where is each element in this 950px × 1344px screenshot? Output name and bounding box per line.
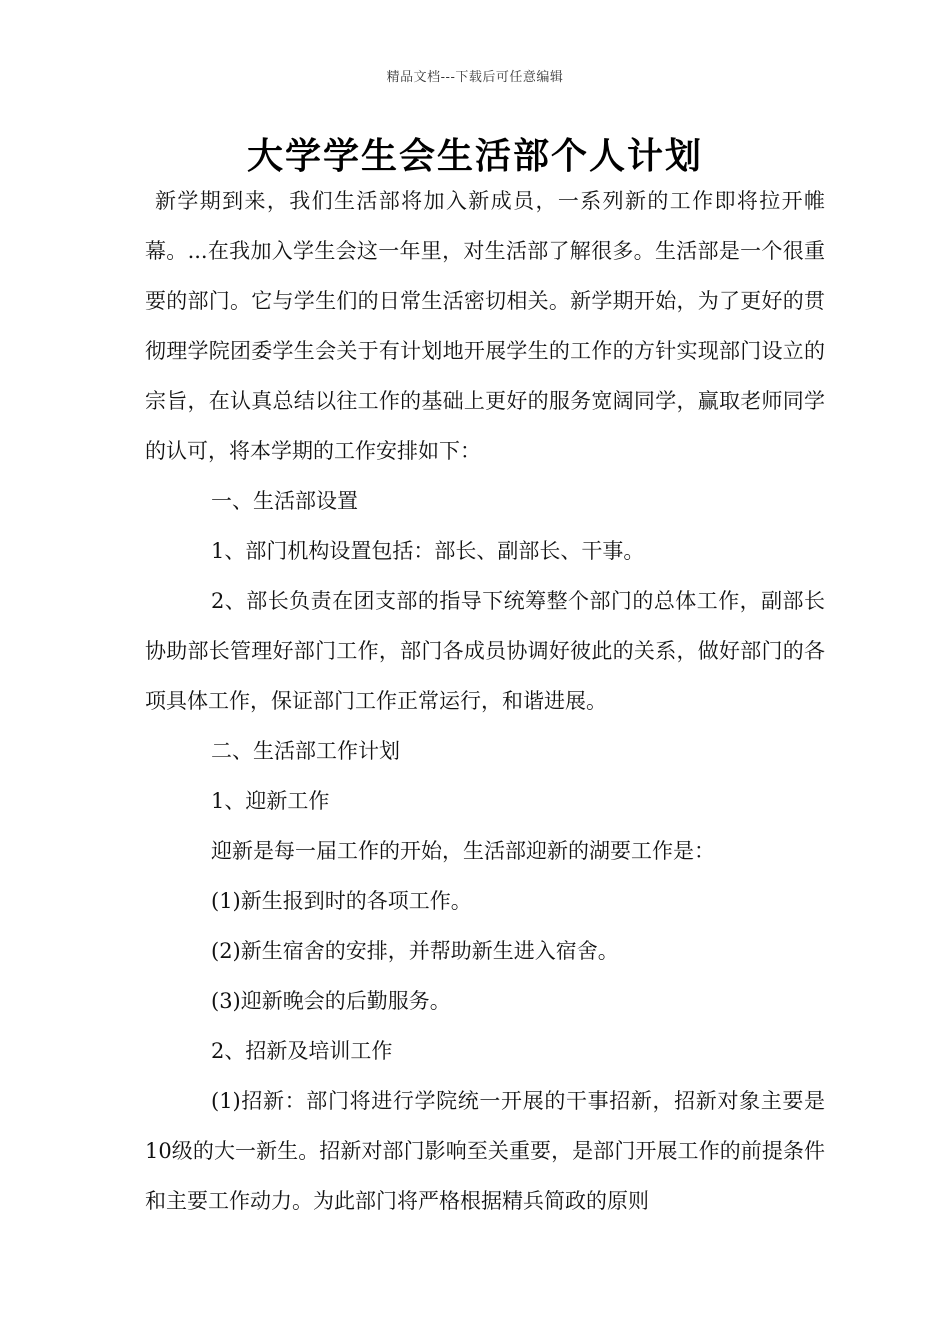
welcome-subitem-1: (1)新生报到时的各项工作。 (211, 889, 472, 913)
section-heading-plan: 二、生活部工作计划 (211, 739, 400, 763)
setup-item-1: 1、部门机构设置包括：部长、副部长、干事。 (211, 539, 645, 563)
welcome-subitem-3: (3)迎新晚会的后勤服务。 (211, 989, 451, 1013)
welcome-description: 迎新是每一届工作的开始，生活部迎新的湖要工作是： (211, 839, 715, 863)
plan-item-welcome: 1、迎新工作 (211, 789, 330, 813)
document-body (145, 176, 825, 1226)
recruitment-subitem-1: (1)招新：部门将进行学院统一开展的干事招新，招新对象主要是10级的大一新生。招新对部门影响至关重要，是部门开展工作的前提条件和主要工作动力。为此部门将严格根据精兵简政的原则 (145, 1089, 825, 1213)
section-heading-setup: 一、生活部设置 (211, 489, 358, 513)
plan-item-recruitment: 2、招新及培训工作 (211, 1039, 393, 1063)
setup-item-2: 2、部长负责在团支部的指导下统筹整个部门的总体工作，副部长协助部长管理好部门工作，部门各成员协调好彼此的关系，做好部门的各项具体工作，保证部门工作正常运行，和谐进展。 (145, 589, 825, 713)
welcome-subitem-2: (2)新生宿舍的安排，并帮助新生进入宿舍。 (211, 939, 619, 963)
intro-paragraph: 新学期到来，我们生活部将加入新成员，一系列新的工作即将拉开帷幕。...在我加入学生会这一年里，对生活部了解很多。生活部是一个很重要的部门。它与学生们的日常生活密切相关。新学期开始，为了更好的贯彻理学院团委学生会关于有计划地开展学生的工作的方针实现部门设立的宗旨，在认真总结以往工作的基础上更好的服务宽阔同学，赢取老师同学的认可，将本学期的工作安排如下： (145, 189, 825, 463)
page-header-note: 精品文档---下载后可任意编辑 (386, 70, 564, 85)
document-title: 大学学生会生活部个人计划 (246, 135, 703, 177)
